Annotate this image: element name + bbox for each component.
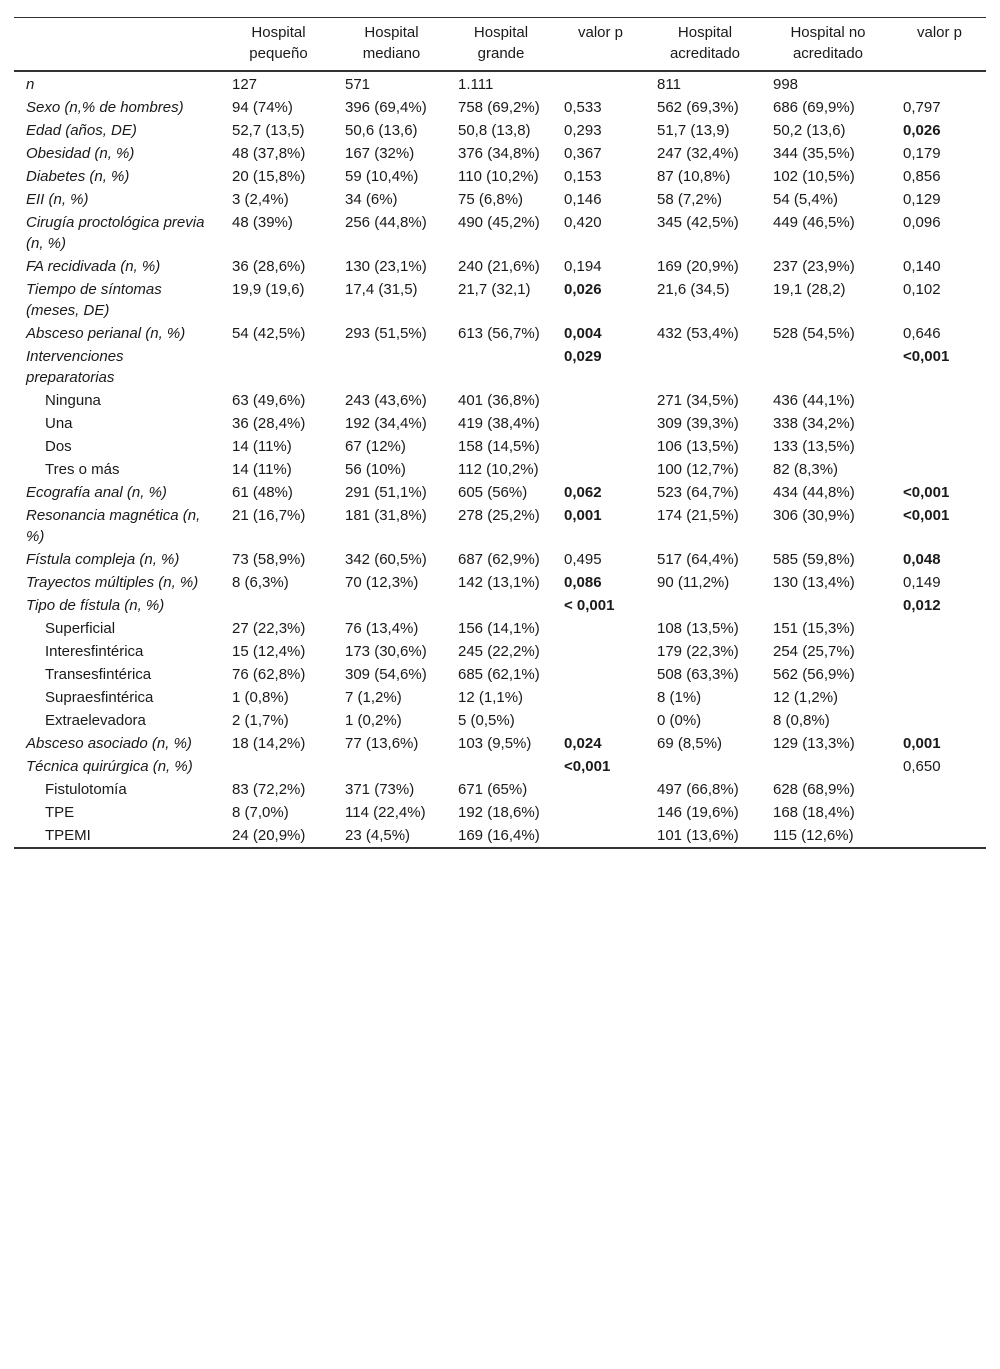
table-cell: 571 — [345, 76, 371, 93]
table-cell: 17,4 (31,5) — [345, 281, 418, 298]
table-cell: 83 (72,2%) — [232, 781, 306, 798]
table-cell: 146 (19,6%) — [657, 804, 739, 821]
table-cell: 14 (11%) — [232, 461, 292, 478]
table-cell: 0,146 — [564, 191, 602, 208]
table-cell — [647, 755, 763, 778]
row-label: TPE — [45, 804, 75, 821]
column-header-6: Hospital no acreditado — [790, 24, 866, 62]
table-cell — [335, 594, 448, 617]
table-cell: 82 (8,3%) — [773, 461, 839, 478]
table-cell — [448, 345, 554, 389]
table-cell: 115 (12,6%) — [773, 827, 854, 844]
table-cell: 77 (13,6%) — [345, 735, 419, 752]
table-cell — [222, 594, 335, 617]
table-cell: 130 (13,4%) — [773, 574, 855, 591]
table-cell: 130 (23,1%) — [345, 258, 427, 275]
table-cell: 585 (59,8%) — [773, 551, 855, 568]
table-cell: 291 (51,1%) — [345, 484, 427, 501]
table-cell — [893, 824, 986, 848]
table-cell: 0,048 — [903, 551, 941, 568]
table-cell — [554, 824, 647, 848]
table-cell: 18 (14,2%) — [232, 735, 306, 752]
table-cell: 0,797 — [903, 99, 941, 116]
table-cell — [554, 663, 647, 686]
table-cell: 12 (1,1%) — [458, 689, 524, 706]
table-cell: 0,129 — [903, 191, 941, 208]
table-cell — [554, 458, 647, 481]
table-cell — [554, 686, 647, 709]
table-cell: 174 (21,5%) — [657, 507, 739, 524]
table-cell: 0,533 — [564, 99, 602, 116]
table-cell: 7 (1,2%) — [345, 689, 402, 706]
table-cell: 0,149 — [903, 574, 941, 591]
table-row — [14, 211, 986, 255]
table-cell: <0,001 — [564, 758, 611, 775]
table-cell: 344 (35,5%) — [773, 145, 855, 162]
table-cell: 628 (68,9%) — [773, 781, 855, 798]
row-label: Edad (años, DE) — [26, 122, 137, 139]
table-row — [14, 322, 986, 345]
table-header — [14, 18, 986, 72]
table-cell: 517 (64,4%) — [657, 551, 739, 568]
table-cell: 0,029 — [564, 348, 602, 365]
table-cell — [335, 755, 448, 778]
table-row — [14, 345, 986, 389]
table-cell: 1 (0,2%) — [345, 712, 402, 729]
table-subrow — [14, 686, 986, 709]
row-label: Sexo (n,% de hombres) — [26, 99, 184, 116]
table-row — [14, 165, 986, 188]
table-cell: 758 (69,2%) — [458, 99, 540, 116]
table-cell: 243 (43,6%) — [345, 392, 427, 409]
table-cell: 1 (0,8%) — [232, 689, 289, 706]
table-cell: 562 (56,9%) — [773, 666, 855, 683]
table-cell: 240 (21,6%) — [458, 258, 540, 275]
table-cell: 106 (13,5%) — [657, 438, 739, 455]
table-cell: 0,420 — [564, 214, 602, 231]
column-header-3: Hospital grande — [473, 24, 529, 62]
column-header-7: valor p — [916, 24, 963, 41]
row-label: Fistulotomía — [45, 781, 127, 798]
table-cell: 685 (62,1%) — [458, 666, 540, 683]
table-cell — [448, 755, 554, 778]
table-row — [14, 71, 986, 96]
table-cell: 0,001 — [903, 735, 941, 752]
table-cell — [893, 663, 986, 686]
table-cell: 0,293 — [564, 122, 602, 139]
table-cell: 237 (23,9%) — [773, 258, 855, 275]
table-cell: 0,026 — [564, 281, 602, 298]
table-cell — [893, 458, 986, 481]
row-label: TPEMI — [45, 827, 91, 844]
table-cell: 8 (7,0%) — [232, 804, 289, 821]
table-cell: 167 (32%) — [345, 145, 415, 162]
table-cell: 0,004 — [564, 325, 602, 342]
table-subrow — [14, 801, 986, 824]
table-cell: <0,001 — [903, 484, 950, 501]
table-cell — [554, 640, 647, 663]
table-cell: 0,179 — [903, 145, 941, 162]
row-label: Una — [45, 415, 73, 432]
table-cell: 169 (16,4%) — [458, 827, 540, 844]
table-cell: 76 (62,8%) — [232, 666, 306, 683]
table-cell: 0,367 — [564, 145, 602, 162]
row-label: n — [26, 76, 35, 93]
table-cell: 2 (1,7%) — [232, 712, 289, 729]
row-label: Dos — [45, 438, 72, 455]
table-cell: 562 (69,3%) — [657, 99, 739, 116]
table-subrow — [14, 709, 986, 732]
table-cell: 449 (46,5%) — [773, 214, 855, 231]
table-cell: 338 (34,2%) — [773, 415, 855, 432]
table-cell — [554, 801, 647, 824]
table-cell: 179 (22,3%) — [657, 643, 739, 660]
table-cell: 52,7 (13,5) — [232, 122, 305, 139]
row-label: Obesidad (n, %) — [26, 145, 135, 162]
table-cell: 497 (66,8%) — [657, 781, 739, 798]
table-cell: 156 (14,1%) — [458, 620, 540, 637]
table-cell: 0,153 — [564, 168, 602, 185]
table-cell: 101 (13,6%) — [657, 827, 739, 844]
table-cell: 70 (12,3%) — [345, 574, 419, 591]
table-cell: 75 (6,8%) — [458, 191, 524, 208]
table-cell: 48 (39%) — [232, 214, 293, 231]
table-cell: 36 (28,4%) — [232, 415, 306, 432]
table-cell: 19,9 (19,6) — [232, 281, 305, 298]
table-cell: 112 (10,2%) — [458, 461, 539, 478]
table-cell — [554, 617, 647, 640]
table-cell — [763, 345, 893, 389]
table-cell — [554, 412, 647, 435]
table-cell — [554, 709, 647, 732]
table-cell: 142 (13,1%) — [458, 574, 540, 591]
table-cell: 1.111 — [458, 76, 494, 93]
table-cell: 69 (8,5%) — [657, 735, 723, 752]
table-cell: 102 (10,5%) — [773, 168, 855, 185]
table-cell — [554, 71, 647, 96]
table-cell: 50,2 (13,6) — [773, 122, 846, 139]
row-label: Trayectos múltiples (n, %) — [26, 574, 199, 591]
row-label: Intervenciones preparatorias — [26, 348, 124, 386]
table-cell: 21,6 (34,5) — [657, 281, 730, 298]
row-label: Tiempo de síntomas (meses, DE) — [26, 281, 162, 319]
row-label: Resonancia magnética (n, %) — [26, 507, 201, 545]
table-cell: 34 (6%) — [345, 191, 398, 208]
table-cell: 811 — [657, 76, 681, 93]
table-cell: 73 (58,9%) — [232, 551, 306, 568]
table-cell: 0,495 — [564, 551, 602, 568]
table-cell: 0,062 — [564, 484, 602, 501]
table-cell: 401 (36,8%) — [458, 392, 540, 409]
table-cell: 686 (69,9%) — [773, 99, 855, 116]
table-cell: 23 (4,5%) — [345, 827, 411, 844]
table-subrow — [14, 640, 986, 663]
table-cell: 998 — [773, 76, 799, 93]
table-cell: 256 (44,8%) — [345, 214, 427, 231]
table-row — [14, 255, 986, 278]
table-cell — [554, 778, 647, 801]
table-cell: 0,001 — [564, 507, 602, 524]
table-cell: 254 (25,7%) — [773, 643, 855, 660]
table-cell — [647, 594, 763, 617]
table-cell: 8 (0,8%) — [773, 712, 830, 729]
table-cell — [893, 71, 986, 96]
table-cell: 63 (49,6%) — [232, 392, 306, 409]
table-cell: 114 (22,4%) — [345, 804, 426, 821]
table-cell: 309 (39,3%) — [657, 415, 739, 432]
table-cell: 0,012 — [903, 597, 941, 614]
table-cell: 0,024 — [564, 735, 602, 752]
row-label: Técnica quirúrgica (n, %) — [26, 758, 193, 775]
table-cell: 20 (15,8%) — [232, 168, 306, 185]
table-cell: 36 (28,6%) — [232, 258, 306, 275]
table-cell: 419 (38,4%) — [458, 415, 540, 432]
table-cell: 94 (74%) — [232, 99, 293, 116]
table-cell: 103 (9,5%) — [458, 735, 532, 752]
table-cell: 14 (11%) — [232, 438, 292, 455]
table-cell: 192 (18,6%) — [458, 804, 540, 821]
table-row — [14, 594, 986, 617]
table-subrow — [14, 824, 986, 848]
table-cell: 127 — [232, 76, 258, 93]
table-cell: 278 (25,2%) — [458, 507, 540, 524]
table-row — [14, 278, 986, 322]
table-cell: 48 (37,8%) — [232, 145, 306, 162]
table-subrow — [14, 663, 986, 686]
table-cell: 436 (44,1%) — [773, 392, 855, 409]
table-cell: 27 (22,3%) — [232, 620, 306, 637]
table-cell: 151 (15,3%) — [773, 620, 855, 637]
row-label: Transesfintérica — [45, 666, 152, 683]
table-cell: 108 (13,5%) — [657, 620, 739, 637]
table-subrow — [14, 617, 986, 640]
table-cell — [893, 389, 986, 412]
table-cell — [893, 686, 986, 709]
table-cell: 50,6 (13,6) — [345, 122, 418, 139]
table-cell: 173 (30,6%) — [345, 643, 427, 660]
table-cell: 100 (12,7%) — [657, 461, 739, 478]
table-cell: 613 (56,7%) — [458, 325, 540, 342]
table-subrow — [14, 389, 986, 412]
table-cell: 687 (62,9%) — [458, 551, 540, 568]
table-row — [14, 504, 986, 548]
row-label: Diabetes (n, %) — [26, 168, 130, 185]
table-cell: 8 (1%) — [657, 689, 702, 706]
table-cell: 3 (2,4%) — [232, 191, 289, 208]
table-cell — [893, 709, 986, 732]
table-cell: 247 (32,4%) — [657, 145, 739, 162]
row-label: Cirugía proctológica previa (n, %) — [26, 214, 205, 252]
table-cell: 245 (22,2%) — [458, 643, 540, 660]
table-cell: 0,102 — [903, 281, 941, 298]
table-cell: 87 (10,8%) — [657, 168, 731, 185]
table-row — [14, 548, 986, 571]
table-row — [14, 732, 986, 755]
table-cell: 0,026 — [903, 122, 941, 139]
table-cell: 671 (65%) — [458, 781, 528, 798]
table-cell: 61 (48%) — [232, 484, 293, 501]
table-cell: 192 (34,4%) — [345, 415, 427, 432]
table-cell: 21,7 (32,1) — [458, 281, 531, 298]
table-cell: 76 (13,4%) — [345, 620, 419, 637]
row-label: Ninguna — [45, 392, 101, 409]
table-cell — [554, 389, 647, 412]
table-cell — [893, 617, 986, 640]
row-label: Tres o más — [45, 461, 120, 478]
table-cell: 0 (0%) — [657, 712, 702, 729]
table-cell: 15 (12,4%) — [232, 643, 306, 660]
table-cell: 293 (51,5%) — [345, 325, 427, 342]
header-row — [14, 18, 986, 72]
table-cell — [647, 345, 763, 389]
table-cell: 605 (56%) — [458, 484, 528, 501]
row-label: EII (n, %) — [26, 191, 89, 208]
row-label: Fístula compleja (n, %) — [26, 551, 180, 568]
table-cell — [763, 755, 893, 778]
row-label: Superficial — [45, 620, 116, 637]
table-cell: 0,194 — [564, 258, 602, 275]
table-cell: 181 (31,8%) — [345, 507, 427, 524]
table-body — [14, 71, 986, 848]
table-cell: 12 (1,2%) — [773, 689, 839, 706]
table-cell: 54 (5,4%) — [773, 191, 839, 208]
table-cell — [222, 755, 335, 778]
table-cell — [893, 778, 986, 801]
table-cell: 158 (14,5%) — [458, 438, 540, 455]
column-header-4: valor p — [577, 24, 624, 41]
table-cell — [893, 640, 986, 663]
table-subrow — [14, 435, 986, 458]
table-cell: 21 (16,7%) — [232, 507, 306, 524]
table-cell: 528 (54,5%) — [773, 325, 855, 342]
table-cell: 90 (11,2%) — [657, 574, 730, 591]
table-cell — [448, 594, 554, 617]
column-header-2: Hospital mediano — [362, 24, 421, 62]
table-cell — [893, 801, 986, 824]
table-row — [14, 96, 986, 119]
table-cell: <0,001 — [903, 507, 950, 524]
table-cell: 129 (13,3%) — [773, 735, 855, 752]
table-cell: 0,140 — [903, 258, 941, 275]
table-cell: 54 (42,5%) — [232, 325, 306, 342]
row-label: Ecografía anal (n, %) — [26, 484, 167, 501]
table-cell: 24 (20,9%) — [232, 827, 306, 844]
table-cell: 508 (63,3%) — [657, 666, 739, 683]
row-label: Extraelevadora — [45, 712, 146, 729]
table-cell: 51,7 (13,9) — [657, 122, 730, 139]
table-cell: 110 (10,2%) — [458, 168, 539, 185]
table-cell: 8 (6,3%) — [232, 574, 289, 591]
row-label: Supraesfintérica — [45, 689, 154, 706]
table-cell: 169 (20,9%) — [657, 258, 739, 275]
table-cell: 133 (13,5%) — [773, 438, 855, 455]
table-cell: <0,001 — [903, 348, 950, 365]
table-row — [14, 119, 986, 142]
table-cell: 0,856 — [903, 168, 941, 185]
table-cell: < 0,001 — [564, 597, 615, 614]
table-cell: 58 (7,2%) — [657, 191, 723, 208]
table-cell: 490 (45,2%) — [458, 214, 540, 231]
column-header-0 — [14, 18, 222, 72]
row-label: Interesfintérica — [45, 643, 144, 660]
table-subrow — [14, 412, 986, 435]
table-cell: 342 (60,5%) — [345, 551, 427, 568]
row-label: Absceso perianal (n, %) — [26, 325, 186, 342]
table-cell: 345 (42,5%) — [657, 214, 739, 231]
table-cell: 0,646 — [903, 325, 941, 342]
table-subrow — [14, 458, 986, 481]
table-cell: 0,086 — [564, 574, 602, 591]
table-cell: 19,1 (28,2) — [773, 281, 846, 298]
table-cell: 396 (69,4%) — [345, 99, 427, 116]
table-cell: 0,096 — [903, 214, 941, 231]
table-cell: 0,650 — [903, 758, 941, 775]
table-cell: 271 (34,5%) — [657, 392, 739, 409]
column-header-1: Hospital pequeño — [249, 24, 308, 62]
table-cell: 50,8 (13,8) — [458, 122, 531, 139]
table-row — [14, 755, 986, 778]
table-cell: 371 (73%) — [345, 781, 415, 798]
table-cell — [554, 435, 647, 458]
table-cell — [893, 435, 986, 458]
table-cell — [763, 594, 893, 617]
table-row — [14, 142, 986, 165]
table-cell: 67 (12%) — [345, 438, 406, 455]
table-cell — [893, 412, 986, 435]
row-label: Absceso asociado (n, %) — [26, 735, 192, 752]
table-cell: 306 (30,9%) — [773, 507, 855, 524]
row-label: FA recidivada (n, %) — [26, 258, 161, 275]
table-cell — [222, 345, 335, 389]
table-cell: 5 (0,5%) — [458, 712, 515, 729]
table-cell: 376 (34,8%) — [458, 145, 540, 162]
table-row — [14, 571, 986, 594]
table-cell: 59 (10,4%) — [345, 168, 419, 185]
row-label: Tipo de fístula (n, %) — [26, 597, 165, 614]
table-row — [14, 481, 986, 504]
table-row — [14, 188, 986, 211]
table-cell: 168 (18,4%) — [773, 804, 855, 821]
column-header-5: Hospital acreditado — [669, 24, 741, 62]
data-table — [14, 17, 986, 849]
table-cell — [335, 345, 448, 389]
table-cell: 309 (54,6%) — [345, 666, 427, 683]
table-cell: 434 (44,8%) — [773, 484, 855, 501]
table-subrow — [14, 778, 986, 801]
table-cell: 523 (64,7%) — [657, 484, 739, 501]
table-cell: 56 (10%) — [345, 461, 406, 478]
table-cell: 432 (53,4%) — [657, 325, 739, 342]
